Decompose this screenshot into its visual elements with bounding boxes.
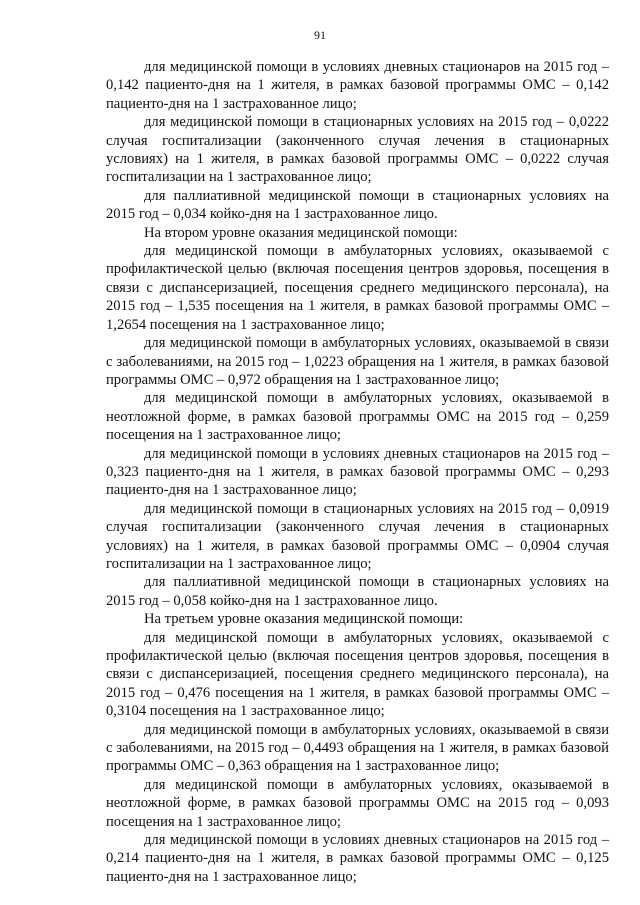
paragraph: для медицинской помощи в амбулаторных условиях, оказываемой в связи с заболеваниями, на 2015 год – 0,4493 обращения на 1 жителя, в рамках базовой программы ОМС – 0,363 обращения на 1 застрахованное лицо; bbox=[106, 721, 609, 775]
section-heading-level-2: На втором уровне оказания медицинской помощи: bbox=[144, 224, 458, 241]
document-body bbox=[106, 58, 609, 886]
paragraph: для медицинской помощи в амбулаторных условиях, оказываемой в неотложной форме, в рамках базовой программы ОМС на 2015 год – 0,093 посещения на 1 застрахованное лицо; bbox=[106, 776, 609, 830]
paragraph: для паллиативной медицинской помощи в стационарных условиях на 2015 год – 0,034 койко-дня на 1 застрахованное лицо. bbox=[106, 187, 609, 223]
paragraph: для медицинской помощи в условиях дневных стационаров на 2015 год – 0,323 пациенто-дня на 1 жителя, в рамках базовой программы ОМС – 0,293 пациенто-дня на 1 застрахованное лицо; bbox=[106, 445, 609, 499]
paragraph: для медицинской помощи в стационарных условиях на 2015 год – 0,0919 случая госпитализации (законченного случая лечения в стационарных условиях) на 1 жителя, в рамках базовой программы ОМС – 0,0904 случая госпитализации на 1 застрахованное лицо; bbox=[106, 500, 609, 572]
paragraph: для медицинской помощи в амбулаторных условиях, оказываемой в связи с заболеваниями, на 2015 год – 1,0223 обращения на 1 жителя, в рамках базовой программы ОМС – 0,972 обращения на 1 застрахованное лицо; bbox=[106, 335, 609, 388]
section-heading-level-3: На третьем уровне оказания медицинской помощи: bbox=[144, 611, 464, 628]
paragraph: для медицинской помощи в амбулаторных условиях, оказываемой с профилактической целью (включая посещения центров здоровья, посещения в связи с диспансеризацией, посещения среднего медицинского персонала), на 2015 год – 0,476 посещения на 1 жителя, в рамках базовой программы ОМС – 0,3104 посещения на 1 застрахованное лицо; bbox=[106, 629, 609, 720]
paragraph: для паллиативной медицинской помощи в стационарных условиях на 2015 год – 0,058 койко-дня на 1 застрахованное лицо. bbox=[106, 574, 609, 609]
paragraph: для медицинской помощи в условиях дневных стационаров на 2015 год – 0,142 пациенто-дня на 1 жителя, в рамках базовой программы ОМС – 0,142 пациенто-дня на 1 застрахованное лицо; bbox=[106, 59, 609, 112]
paragraph: для медицинской помощи в стационарных условиях на 2015 год – 0,0222 случая госпитализации (законченного случая лечения в стационарных условиях) на 1 жителя, в рамках базовой программы ОМС – 0,0222 случая госпитализации на 1 застрахованное лицо; bbox=[106, 114, 609, 186]
paragraph: для медицинской помощи в амбулаторных условиях, оказываемой с профилактической целью (включая посещения центров здоровья, посещения в связи с диспансеризацией, посещения среднего медицинского персонала), на 2015 год – 1,535 посещения на 1 жителя, в рамках базовой программы ОМС – 1,2654 посещения на 1 застрахованное лицо; bbox=[106, 243, 609, 333]
paragraph: для медицинской помощи в амбулаторных условиях, оказываемой в неотложной форме, в рамках базовой программы ОМС на 2015 год – 0,259 посещения на 1 застрахованное лицо; bbox=[106, 390, 609, 444]
page-number: 91 bbox=[314, 28, 326, 42]
paragraph: для медицинской помощи в условиях дневных стационаров на 2015 год – 0,214 пациенто-дня на 1 жителя, в рамках базовой программы ОМС – 0,125 пациенто-дня на 1 застрахованное лицо; bbox=[106, 832, 609, 885]
